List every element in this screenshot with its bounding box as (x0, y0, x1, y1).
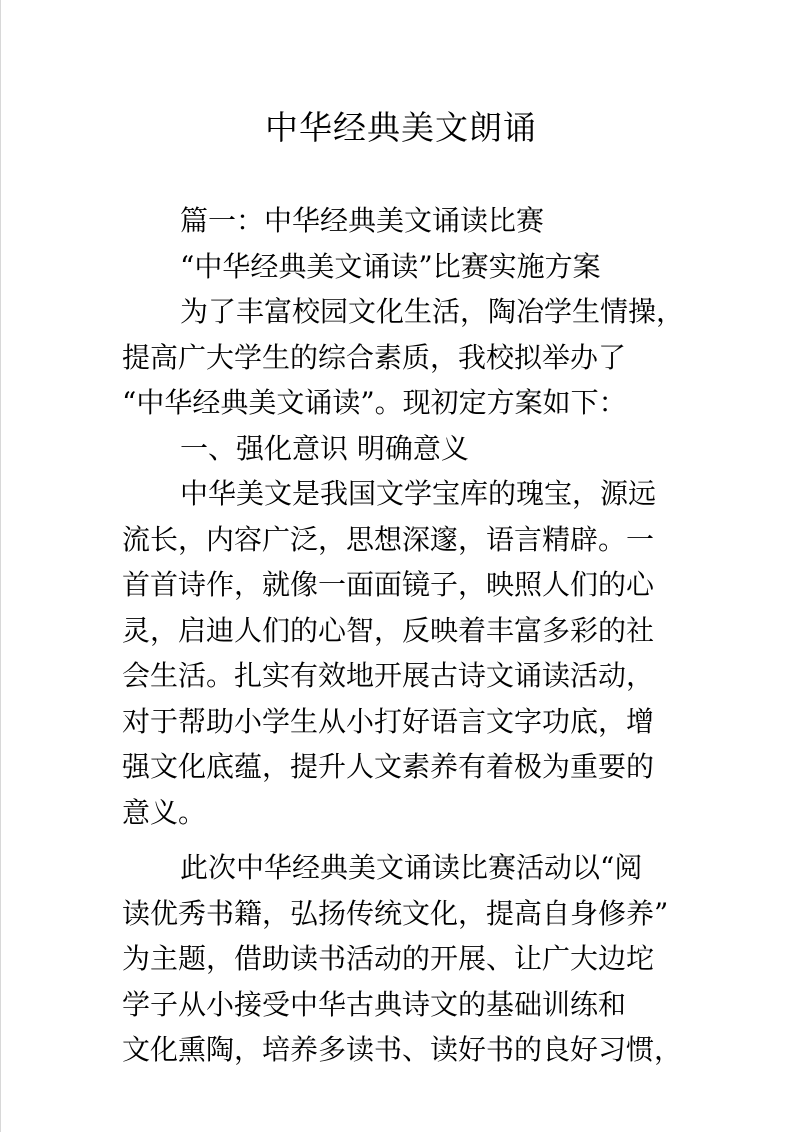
paragraph-line: 首首诗作，就像一面面镜子，映照人们的心 (122, 568, 655, 601)
section-heading: 一、强化意识 明确意义 (180, 431, 469, 465)
paragraph-line: “中华经典美文诵读”。现初定方案如下： (122, 386, 627, 419)
paragraph-line: 提高广大学生的综合素质，我校拟举办了 (122, 340, 627, 374)
section-heading: 篇一：中华经典美文诵读比赛 (180, 204, 545, 237)
paragraph-line: 为主题，借助读书活动的开展、让广大边坨 (122, 942, 655, 975)
paragraph-line: 灵，启迪人们的心智，反映着丰富多彩的社 (122, 613, 655, 647)
paragraph-line: 流长，内容广泛，思想深邃，语言精辟。一 (122, 522, 655, 556)
paragraph-line: 中华美文是我国文学宝库的瑰宝，源远 (180, 477, 657, 510)
paragraph-line: 强文化底蕴，提升人文素养有着极为重要的 (122, 750, 655, 783)
paragraph-line: 意义。 (122, 795, 207, 829)
paragraph-line: 此次中华经典美文诵读比赛活动以“阅 (180, 851, 643, 884)
document-body (122, 198, 702, 1073)
paragraph-line: 为了丰富校园文化生活，陶冶学生情操， (180, 295, 685, 328)
paragraph-line: 读优秀书籍，弘扬传统文化，提高自身修养” (122, 896, 669, 930)
document-title: 中华经典美文朗诵 (265, 108, 537, 147)
paragraph-line: 学子从小接受中华古典诗文的基础训练和 (122, 987, 627, 1021)
paragraph-line: 会生活。扎实有效地开展古诗文诵读活动， (122, 659, 655, 692)
paragraph-line: 文化熏陶，培养多读书、读好书的良好习惯， (122, 1033, 683, 1066)
paragraph-line: 对于帮助小学生从小打好语言文字功底，增 (122, 704, 655, 738)
subtitle-line: “中华经典美文诵读”比赛实施方案 (180, 249, 601, 283)
